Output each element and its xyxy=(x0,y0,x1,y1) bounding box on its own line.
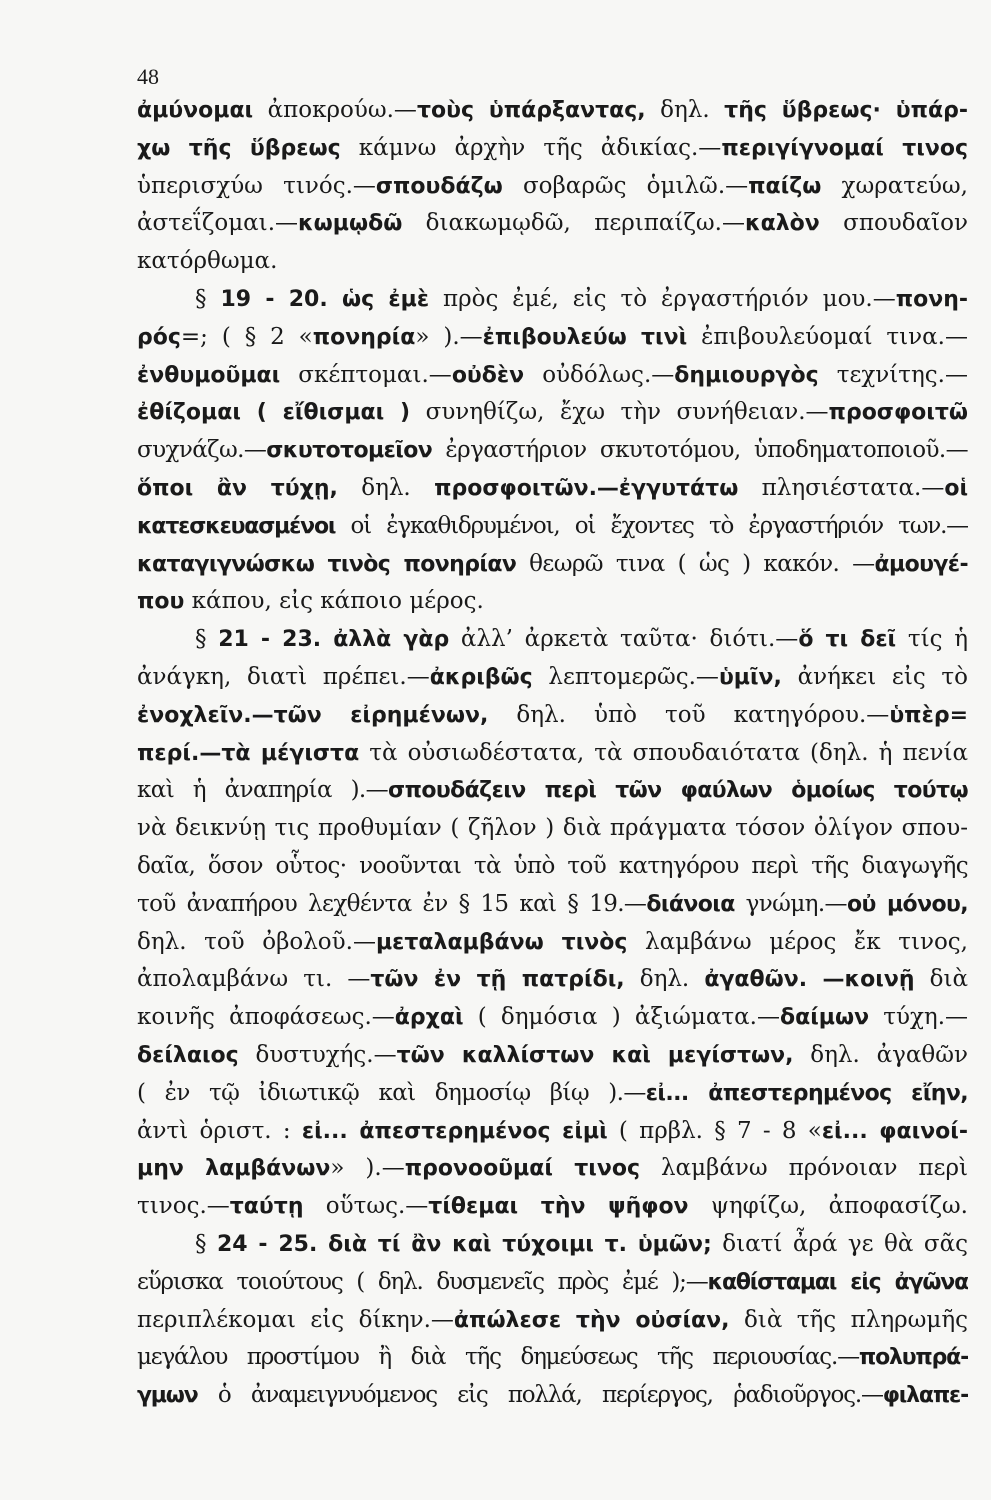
gloss-text: περιπλέκομαι εἰς δίκην.— xyxy=(137,1306,454,1333)
gloss-text: σκέπτομαι.— xyxy=(280,361,452,388)
headword: 24 - 25. διὰ τί ἂν καὶ τύχοιμι τ. ὑμῶν; xyxy=(216,1231,712,1257)
headword: οἱ xyxy=(944,475,968,501)
gloss-text: σπουδαῖον xyxy=(819,210,968,237)
headword: τῶν καλλίστων καὶ μεγίστων, xyxy=(396,1042,794,1068)
gloss-text: » ).— xyxy=(330,1155,405,1182)
gloss-text: διὰ τῆς πληρωμῆς xyxy=(729,1306,968,1333)
headword: εἰ... ἀπεστερημένος εἰμὶ xyxy=(301,1118,608,1144)
text-line xyxy=(137,243,968,281)
headword: μεταλαμβάνω τινὸς xyxy=(375,929,628,955)
headword: ὑμῖν, xyxy=(718,664,782,690)
text-line xyxy=(137,1188,968,1226)
headword: που xyxy=(137,589,185,615)
gloss-text: δηλ. τοῦ ὀβολοῦ.— xyxy=(137,928,376,955)
gloss-text: χωρατεύω, xyxy=(821,172,968,199)
text-line xyxy=(137,168,968,206)
text-block xyxy=(137,92,968,1415)
text-line xyxy=(137,508,968,546)
headword: ὅποι ἂν τύχῃ, xyxy=(137,475,338,501)
text-line xyxy=(137,1264,968,1302)
gloss-text: κοινῆς ἀποφάσεως.— xyxy=(137,1004,395,1031)
text-line xyxy=(137,470,968,508)
gloss-text: τύχη.— xyxy=(869,1004,968,1031)
headword: προνοοῦμαί τινος xyxy=(404,1156,640,1182)
headword: παίζω xyxy=(748,173,822,199)
gloss-text: τὰ οὐσιωδέστατα, τὰ σπουδαιότατα (δηλ. ἡ πενία xyxy=(359,739,968,766)
text-line xyxy=(137,92,968,130)
gloss-text: ( πρβλ. § 7 - 8 « xyxy=(607,1117,822,1144)
text-line xyxy=(137,1377,968,1415)
headword: καλὸν xyxy=(744,211,820,237)
headword: τῆς ὕβρεως· ὑπάρ- xyxy=(724,98,968,123)
headword: γμων xyxy=(137,1383,198,1409)
gloss-text: ἀνάγκη, διατὶ πρέπει.— xyxy=(137,663,430,690)
gloss-text: οὕτως.— xyxy=(303,1193,429,1220)
gloss-text: τινος.— xyxy=(137,1193,230,1220)
headword: 21 - 23. ἀλλὰ γὰρ xyxy=(218,627,450,653)
gloss-text: δυστυχής.— xyxy=(238,1041,397,1068)
text-line xyxy=(137,999,968,1037)
gloss-text: ( ἐν τῷ ἰδιωτικῷ καὶ δημοσίῳ βίῳ ).— xyxy=(137,1079,646,1106)
gloss-text: τεχνίτης.— xyxy=(818,361,968,388)
text-line xyxy=(137,1339,968,1377)
gloss-text: ἀντὶ ὁριστ. : xyxy=(137,1117,302,1144)
gloss-text: διὰ xyxy=(914,966,968,993)
headword: ὅ τι δεῖ xyxy=(798,627,897,653)
gloss-text: δηλ. ὑπὸ τοῦ κατηγόρου.— xyxy=(488,701,890,728)
headword: τοὺς ὑπάρξαντας, xyxy=(416,98,646,123)
headword: κωμῳδῶ xyxy=(298,211,403,237)
gloss-text: =; ( § 2 « xyxy=(180,323,313,350)
gloss-text: λαμβάνω πρόνοιαν περὶ xyxy=(640,1155,968,1182)
text-line xyxy=(137,432,968,470)
gloss-text: κάπου, εἰς κάποιο μέρος. xyxy=(184,588,484,615)
headword: ἀπώλεσε τὴν οὐσίαν, xyxy=(453,1307,730,1333)
text-line xyxy=(137,1113,968,1151)
gloss-text: νὰ δεικνύῃ τις προθυμίαν ( ζῆλον ) διὰ πράγματα τόσον ὀλίγον σπου- xyxy=(137,815,968,842)
headword: κατεσκευασμένοι xyxy=(137,513,336,539)
headword: περί.—τὰ μέγιστα xyxy=(137,740,360,766)
headword: σκυτοτομεῖον xyxy=(266,438,433,464)
gloss-text: ψηφίζω, ἀποφασίζω. xyxy=(688,1193,968,1220)
text-line xyxy=(137,319,968,357)
gloss-text: σοβαρῶς ὁμιλῶ.— xyxy=(502,172,749,199)
gloss-text: § xyxy=(195,1230,217,1257)
gloss-text: ἀστεΐζομαι.— xyxy=(137,210,299,237)
headword: πονηρία xyxy=(312,324,416,350)
gloss-text: § xyxy=(195,626,219,653)
headword: προσφοιτῶ xyxy=(828,400,968,426)
gloss-text: ἀλλ’ ἀρκετὰ ταῦτα· διότι.— xyxy=(449,626,799,653)
headword: ὑπὲρ= xyxy=(889,702,968,728)
gloss-text: ὁ ἀναμειγνυόμενος εἰς πολλά, περίεργος, ῥαδιοῦργος.— xyxy=(197,1382,883,1409)
text-line xyxy=(137,810,968,848)
gloss-text: § xyxy=(195,285,221,312)
gloss-text: ἐπιβουλεύομαί τινα.— xyxy=(687,323,968,350)
gloss-text: δηλ. xyxy=(624,966,705,993)
headword: περιγίγνομαί τινος xyxy=(721,135,968,161)
text-line xyxy=(137,357,968,395)
headword: σπουδάζω xyxy=(375,173,503,199)
headword: τίθεμαι τὴν ψῆφον xyxy=(428,1194,689,1220)
headword: καταγιγνώσκω τινὸς πονηρίαν xyxy=(137,551,517,577)
headword: ἐθίζομαι ( εἴθισμαι ) xyxy=(137,400,411,426)
headword: ἀμύνομαι xyxy=(137,98,254,123)
gloss-text: δηλ. xyxy=(337,474,435,501)
page-number: 48 xyxy=(137,64,159,89)
headword: ἀρχαὶ xyxy=(394,1005,464,1031)
gloss-text: γνώμη.— xyxy=(734,890,847,917)
gloss-text: δηλ. xyxy=(645,97,725,123)
text-line xyxy=(137,546,968,584)
headword: τῶν ἐν τῇ πατρίδι, xyxy=(370,967,625,993)
headword: εἰ... φαινοί- xyxy=(821,1118,968,1144)
text-line xyxy=(137,621,968,659)
text-line xyxy=(137,697,968,735)
text-line xyxy=(137,130,968,168)
gloss-text: συχνάζω.— xyxy=(137,437,267,464)
text-line xyxy=(137,1226,968,1264)
gloss-text: λεπτομερῶς.— xyxy=(532,663,719,690)
gloss-text: ἀνήκει εἰς τὸ xyxy=(781,663,968,690)
text-line xyxy=(137,848,968,886)
headword: ἀκριβῶς xyxy=(429,664,533,690)
gloss-text: ἀπολαμβάνω τι. — xyxy=(137,966,371,993)
text-line xyxy=(137,205,968,243)
gloss-text: δηλ. ἀγαθῶν xyxy=(793,1041,968,1068)
headword: φιλαπε- xyxy=(882,1383,968,1409)
gloss-text: πλησιέστατα.— xyxy=(738,474,945,501)
gloss-text: μεγάλου προστίμου ἢ διὰ τῆς δημεύσεως τῆς περιουσίας.— xyxy=(137,1344,859,1371)
text-line xyxy=(137,659,968,697)
text-line xyxy=(137,735,968,773)
headword: ἐνθυμοῦμαι xyxy=(137,362,281,388)
text-line xyxy=(137,1150,968,1188)
headword: οὐ μόνου, xyxy=(846,891,968,917)
headword: σπουδάζειν περὶ τῶν φαύλων ὁμοίως τούτῳ xyxy=(388,778,968,804)
headword: οὐδὲν xyxy=(451,362,525,388)
text-line xyxy=(137,924,968,962)
gloss-text: κάμνω ἀρχὴν τῆς ἀδικίας.— xyxy=(340,134,722,161)
gloss-text: εὕρισκα τοιούτους ( δηλ. δυσμενεῖς πρὸς ἐμέ );— xyxy=(137,1268,708,1295)
gloss-text: οὐδόλως.— xyxy=(524,361,675,388)
headword: δείλαιος xyxy=(137,1042,239,1068)
headword: ἐνοχλεῖν.—τῶν εἰρημένων, xyxy=(137,702,489,728)
headword: προσφοιτῶν.—ἐγγυτάτω xyxy=(434,475,739,501)
gloss-text: τοῦ ἀναπήρου λεχθέντα ἐν § 15 καὶ § 19.— xyxy=(137,890,647,917)
gloss-text: καὶ ἡ ἀναπηρία ).— xyxy=(137,777,389,804)
gloss-text: διακωμῳδῶ, περιπαίζω.— xyxy=(402,210,745,237)
gloss-text: τίς ἡ xyxy=(896,626,968,653)
gloss-text: οἱ ἐγκαθιδρυμένοι, οἱ ἔχοντες τὸ ἐργαστήριόν των.— xyxy=(335,512,968,539)
headword: ἀμουγέ- xyxy=(874,551,968,577)
text-line xyxy=(137,1302,968,1340)
text-line xyxy=(137,886,968,924)
headword: διάνοια xyxy=(646,891,735,917)
headword: πονη- xyxy=(895,286,968,312)
headword: ταύτῃ xyxy=(229,1194,304,1220)
headword: χω τῆς ὕβρεως xyxy=(137,135,341,161)
text-line xyxy=(137,1037,968,1075)
headword: καθίσταμαι εἰς ἀγῶνα xyxy=(707,1269,968,1295)
gloss-text: συνηθίζω, ἔχω τὴν συνήθειαν.— xyxy=(410,399,829,426)
gloss-text: ( δημόσια ) ἀξιώματα.— xyxy=(463,1004,780,1031)
text-line xyxy=(137,1075,968,1113)
gloss-text: ὑπερισχύω τινός.— xyxy=(137,172,376,199)
gloss-text: λαμβάνω μέρος ἔκ τινος, xyxy=(627,928,968,955)
text-line xyxy=(137,961,968,999)
headword: ρός xyxy=(137,324,181,350)
gloss-text: δαῖα, ὅσον οὗτος· νοοῦνται τὰ ὑπὸ τοῦ κατηγόρου περὶ τῆς διαγωγῆς xyxy=(137,852,968,879)
text-line xyxy=(137,281,968,319)
headword: 19 - 20. ὡς ἐμὲ xyxy=(220,286,430,312)
gloss-text: ἐργαστήριον σκυτοτόμου, ὑποδηματοποιοῦ.— xyxy=(432,437,968,464)
headword: ἀγαθῶν. —κοινῇ xyxy=(704,967,915,993)
text-line xyxy=(137,394,968,432)
headword: δημιουργὸς xyxy=(674,362,819,388)
text-line xyxy=(137,772,968,810)
headword: ἐπιβουλεύω τινὶ xyxy=(482,324,688,350)
gloss-text: ἀποκρούω.— xyxy=(253,97,417,123)
gloss-text: διατί ἆρά γε θὰ σᾶς xyxy=(711,1230,968,1257)
headword: πολυπρά- xyxy=(858,1345,968,1371)
headword: εἰ... ἀπεστερημένος εἴην, xyxy=(645,1080,968,1106)
headword: δαίμων xyxy=(779,1005,870,1031)
gloss-text: κατόρθωμα. xyxy=(137,248,278,275)
gloss-text: θεωρῶ τινα ( ὡς ) κακόν. — xyxy=(516,550,875,577)
gloss-text: πρὸς ἐμέ, εἰς τὸ ἐργαστήριόν μου.— xyxy=(429,285,896,312)
headword: μην λαμβάνων xyxy=(137,1156,331,1182)
text-line xyxy=(137,583,968,621)
gloss-text: » ).— xyxy=(415,323,483,350)
